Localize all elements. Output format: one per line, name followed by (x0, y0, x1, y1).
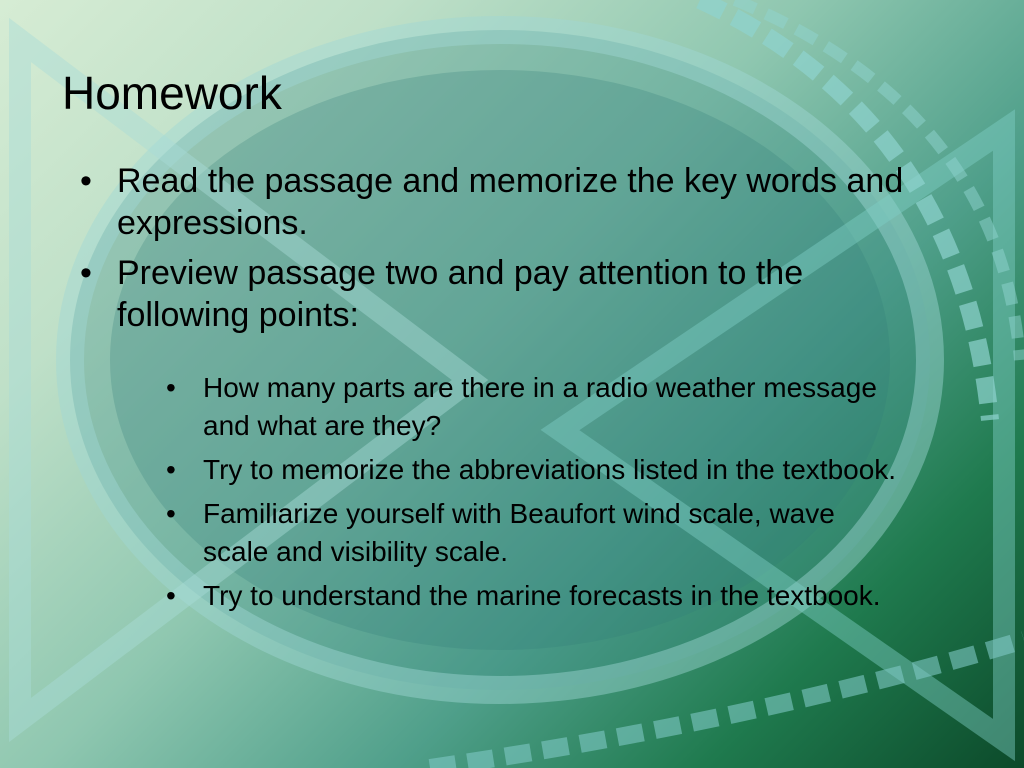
bullet-dot-icon: • (80, 254, 92, 292)
bullet-dot-icon: • (80, 162, 92, 200)
bullet-dot-icon: • (166, 454, 176, 485)
sub-bullet-item (166, 495, 906, 571)
main-bullet-item (80, 160, 940, 244)
sub-bullet-item (166, 369, 906, 445)
bullet-dot-icon: • (166, 498, 176, 529)
sub-bullet-text: Try to understand the marine forecasts in the textbook. (203, 580, 881, 611)
sub-bullet-text: Familiarize yourself with Beaufort wind scale, wave scale and visibility scale. (203, 498, 835, 567)
sub-bullet-item (166, 451, 906, 489)
main-bullet-text: Preview passage two and pay attention to the following points: (117, 254, 804, 334)
bullet-dot-icon: • (166, 372, 176, 403)
main-bullet-item (80, 252, 940, 336)
sub-bullet-item (166, 577, 906, 615)
sub-bullet-text: How many parts are there in a radio weather message and what are they? (203, 372, 877, 441)
bullet-dot-icon: • (166, 580, 176, 611)
main-bullet-list (80, 160, 940, 344)
slide-title: Homework (62, 67, 282, 119)
sub-bullet-text: Try to memorize the abbreviations listed in the textbook. (203, 454, 897, 485)
sub-bullet-list (166, 369, 906, 621)
main-bullet-text: Read the passage and memorize the key words and expressions. (117, 162, 904, 242)
